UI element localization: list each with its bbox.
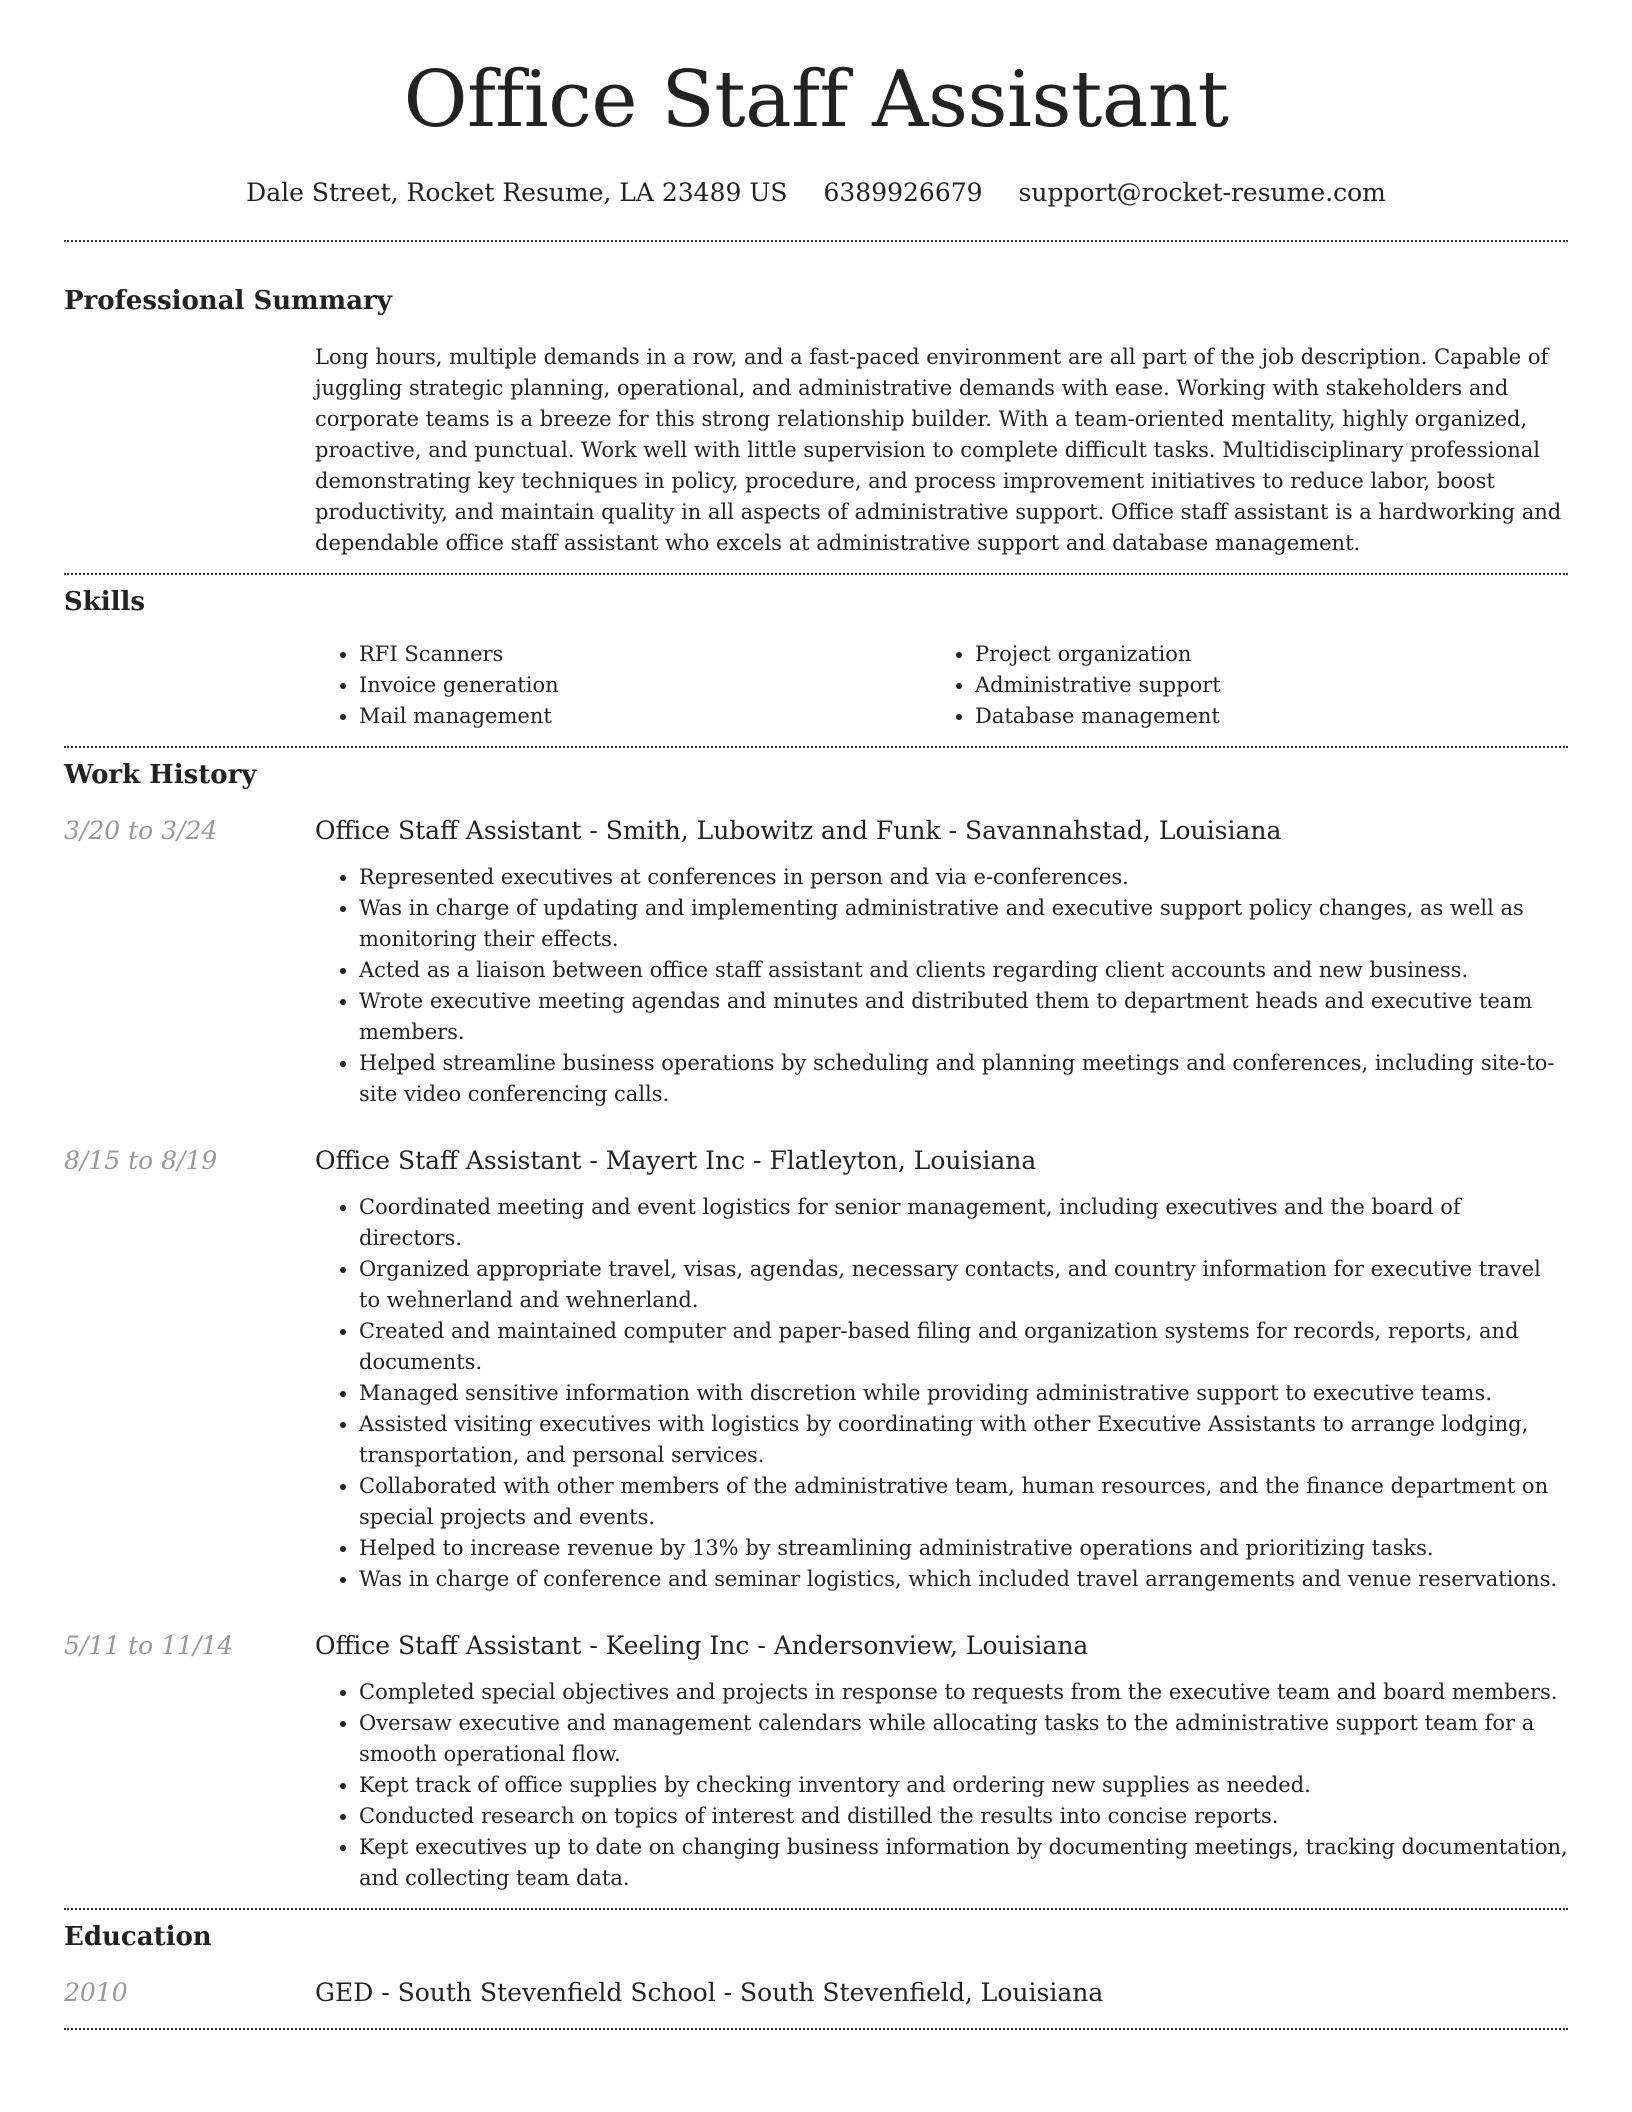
education-section — [64, 1910, 1568, 2028]
education-detail: GED - South Stevenfield School - South Stevenfield, Louisiana — [315, 1978, 1104, 2007]
contact-line — [64, 176, 1568, 210]
job-bullets — [315, 862, 1568, 1110]
summary-text: Long hours, multiple demands in a row, and a fast-paced environment are all part of the job description. Capable of juggling strategic planning, operational, and administrative demands with ease. Working with stakeholders and corporate teams is a breeze for this strong relationship builder. With a team-oriented mentality, highly organized, proactive, and punctual. Work well with little supervision to complete difficult tasks. Multidisciplinary professional demonstrating key techniques in policy, procedure, and process improvement initiatives to reduce labor, boost productivity, and maintain quality in all aspects of administrative support. Office staff assistant is a hardworking and dependable office staff assistant who excels at administrative support and database management. — [315, 345, 1562, 555]
list-item: • Kept executives up to date on changing business information by documenting meetings, tracking documentation, and collecting team data. — [359, 1832, 1568, 1894]
resume-name: Office Staff Assistant — [403, 55, 1229, 145]
contact-email[interactable]: support@rocket-resume.com — [1018, 178, 1386, 207]
job-dates: 8/15 to 8/19 — [64, 1146, 218, 1175]
work-section — [64, 748, 1568, 1908]
skill-item: • Administrative support — [975, 670, 1547, 701]
list-item: • Kept track of office supplies by checking inventory and ordering new supplies as needed. — [359, 1770, 1568, 1801]
job-title: Office Staff Assistant - Keeling Inc - Andersonview, Louisiana — [315, 1631, 1089, 1660]
skill-item: • Project organization — [975, 639, 1547, 670]
skills-list-left — [315, 639, 931, 732]
education-year: 2010 — [64, 1978, 128, 2007]
section-title-summary: Professional Summary — [64, 286, 392, 316]
divider — [64, 2028, 1568, 2030]
list-item: • Collaborated with other members of the administrative team, human resources, and the finance department on special projects and events. — [359, 1471, 1568, 1533]
job-bullets — [315, 1677, 1568, 1894]
job-dates: 3/20 to 3/24 — [64, 816, 218, 845]
skill-item: • Mail management — [359, 701, 931, 732]
list-item: • Completed special objectives and projects in response to requests from the executive team and board members. — [359, 1677, 1568, 1708]
list-item: • Helped to increase revenue by 13% by streamlining administrative operations and prioritizing tasks. — [359, 1533, 1568, 1564]
skill-item: • Database management — [975, 701, 1547, 732]
section-title-skills: Skills — [64, 587, 146, 617]
list-item: • Organized appropriate travel, visas, agendas, necessary contacts, and country information for executive travel to wehnerland and wehnerland. — [359, 1254, 1568, 1316]
job-title: Office Staff Assistant - Smith, Lubowitz and Funk - Savannahstad, Louisiana — [315, 816, 1282, 845]
list-item: • Coordinated meeting and event logistics for senior management, including executives and the board of directors. — [359, 1192, 1568, 1254]
list-item: • Wrote executive meeting agendas and minutes and distributed them to department heads and executive team members. — [359, 986, 1568, 1048]
list-item: • Assisted visiting executives with logistics by coordinating with other Executive Assistants to arrange lodging, transportation, and personal services. — [359, 1409, 1568, 1471]
list-item: • Represented executives at conferences in person and via e-conferences. — [359, 862, 1568, 893]
section-title-work: Work History — [64, 760, 257, 790]
summary-section — [64, 242, 1568, 573]
job-entry — [64, 1144, 1568, 1595]
skills-section — [64, 575, 1568, 746]
job-bullets — [315, 1192, 1568, 1595]
job-entry — [64, 814, 1568, 1110]
skill-item: • Invoice generation — [359, 670, 931, 701]
resume-header — [64, 0, 1568, 210]
contact-address: Dale Street, Rocket Resume, LA 23489 US — [246, 178, 788, 207]
list-item: • Conducted research on topics of interest and distilled the results into concise reports. — [359, 1801, 1568, 1832]
list-item: • Oversaw executive and management calendars while allocating tasks to the administrative support team for a smooth operational flow. — [359, 1708, 1568, 1770]
job-entry — [64, 1629, 1568, 1908]
job-dates: 5/11 to 11/14 — [64, 1631, 234, 1660]
list-item: • Acted as a liaison between office staff assistant and clients regarding client accounts and new business. — [359, 955, 1568, 986]
skills-list-right — [931, 639, 1547, 732]
skill-item: • RFI Scanners — [359, 639, 931, 670]
job-title: Office Staff Assistant - Mayert Inc - Flatleyton, Louisiana — [315, 1146, 1037, 1175]
list-item: • Managed sensitive information with discretion while providing administrative support to executive teams. — [359, 1378, 1568, 1409]
list-item: • Was in charge of updating and implementing administrative and executive support policy changes, as well as monitoring their effects. — [359, 893, 1568, 955]
list-item: • Was in charge of conference and seminar logistics, which included travel arrangements and venue reservations. — [359, 1564, 1568, 1595]
list-item: • Created and maintained computer and paper-based filing and organization systems for records, reports, and documents. — [359, 1316, 1568, 1378]
section-title-education: Education — [64, 1922, 212, 1952]
contact-phone: 6389926679 — [823, 178, 983, 207]
list-item: • Helped streamline business operations by scheduling and planning meetings and conferences, including site-to-site video conferencing calls. — [359, 1048, 1568, 1110]
